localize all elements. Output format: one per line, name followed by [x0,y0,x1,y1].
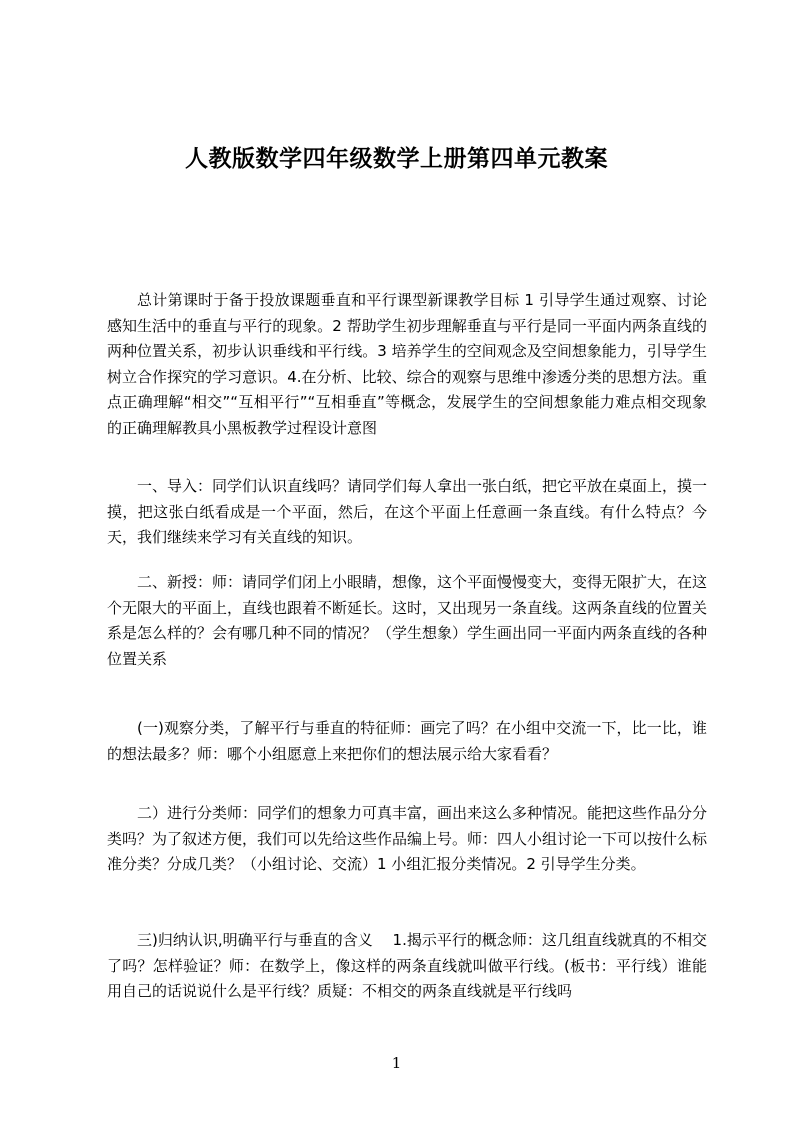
paragraph-introduction: 一、导入：同学们认识直线吗？请同学们每人拿出一张白纸，把它平放在桌面上，摸一摸，把这张白纸看成是一个平面，然后，在这个平面上任意画一条直线。有什么特点？今天，我们继续来学习有关直线的知识。 [107,477,708,546]
document-title: 人教版数学四年级数学上册第四单元教案 [185,146,608,172]
paragraph-summary: 三)归纳认识,明确平行与垂直的含义 1.揭示平行的概念师：这几组直线就真的不相交了吗？怎样验证？师：在数学上，像这样的两条直线就叫做平行线。(板书：平行线）谁能用自己的话说说什么是平行线？质疑：不相交的两条直线就是平行线吗 [107,931,707,1000]
paragraph-objectives: 总计第课时于备于投放课题垂直和平行课型新课教学目标 1 引导学生通过观察、讨论感知生活中的垂直与平行的现象。2 帮助学生初步理解垂直与平行是同一平面内两条直线的两种位置关系，初步认识垂线和平行线。3 培养学生的空间观念及空间想象能力，引导学生树立合作探究的学习意识。4.在分析、比较、综合的观察与思维中渗透分类的思想方法。重点正确理解“相交”“互相平行”“互相垂直”等概念，发展学生的空间想象能力难点相交现象的正确理解教具小黑板教学过程设计意图 [107,291,707,437]
paragraph-observe-classify: (一)观察分类，了解平行与垂直的特征师：画完了吗？在小组中交流一下，比一比，谁的想法最多？师：哪个小组愿意上来把你们的想法展示给大家看看？ [107,719,707,763]
page-number: 1 [391,1054,402,1072]
paragraph-classification: 二）进行分类师：同学们的想象力可真丰富，画出来这么多种情况。能把这些作品分分类吗？为了叙述方便，我们可以先给这些作品编上号。师：四人小组讨论一下可以按什么标准分类？分成几类？（小组讨论、交流）1 小组汇报分类情况。2 引导学生分类。 [107,804,708,873]
paragraph-new-lesson: 二、新授：师：请同学们闭上小眼睛，想像，这个平面慢慢变大，变得无限扩大，在这个无限大的平面上，直线也跟着不断延长。这时，又出现另一条直线。这两条直线的位置关系是怎么样的？会有哪几种不同的情况？（学生想象）学生画出同一平面内两条直线的各种位置关系 [107,573,708,668]
